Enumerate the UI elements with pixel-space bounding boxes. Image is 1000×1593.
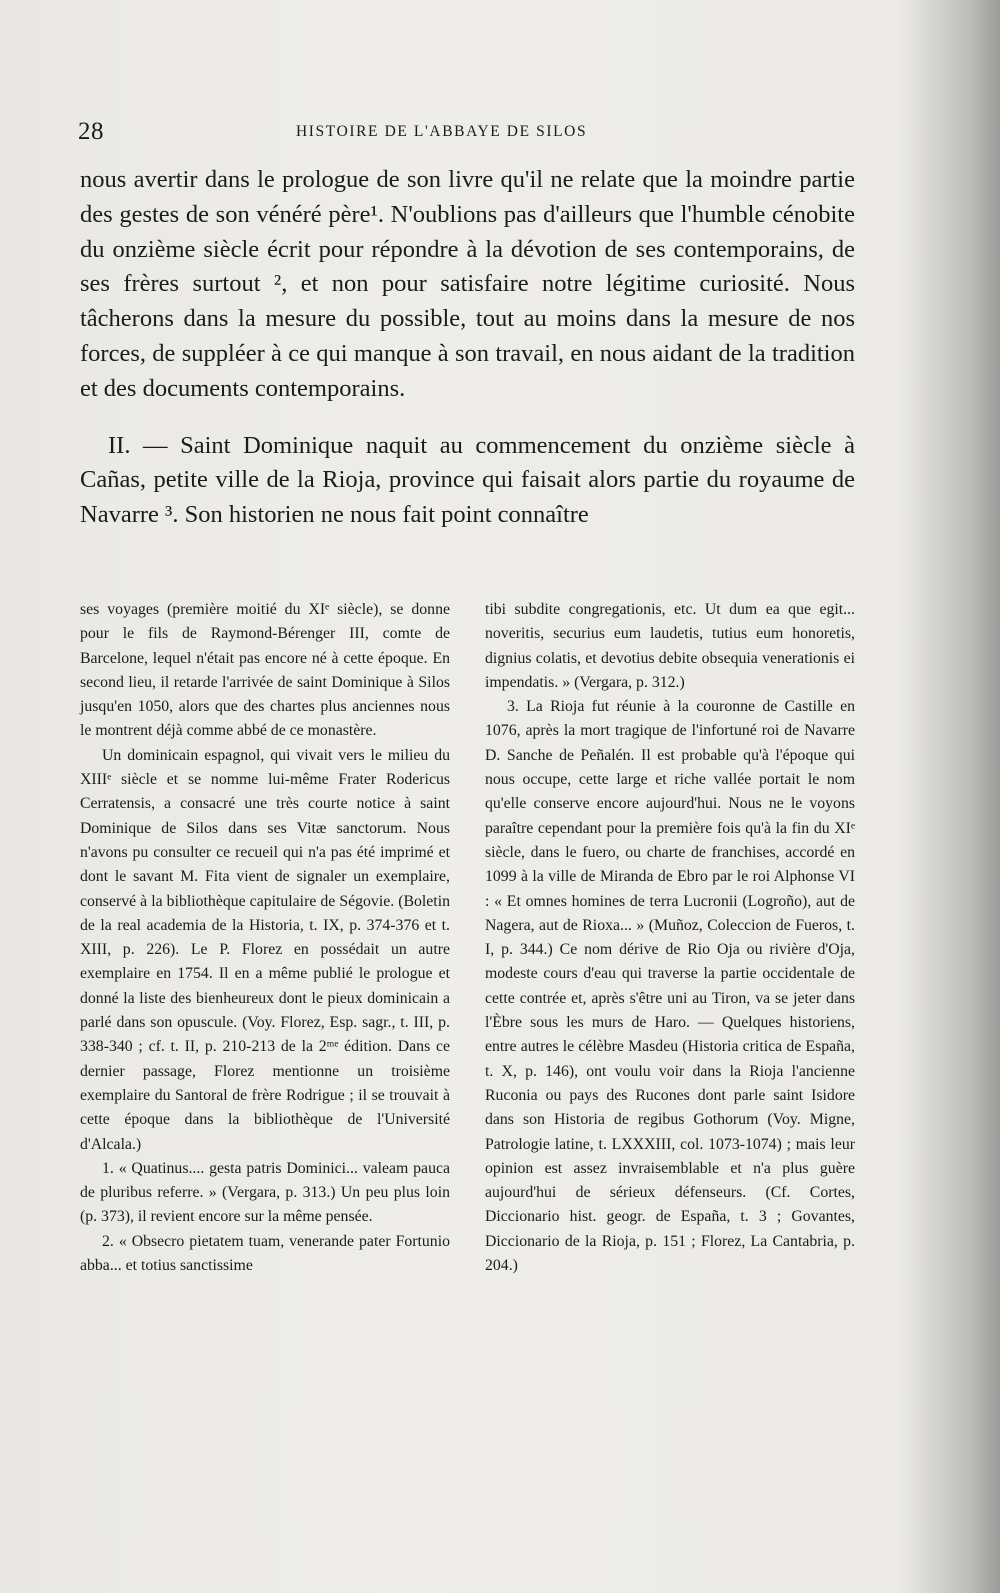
- body-paragraph-2: II. — Saint Dominique naquit au commencement du onzième siècle à Cañas, petite ville de la Rioja, province qui faisait alors partie du royaume de Navarre ³. Son historien ne nous fait point connaître: [80, 431, 855, 529]
- body-paragraph-1: nous avertir dans le prologue de son livre qu'il ne relate que la moindre partie des gestes de son vénéré père¹. N'oublions pas d'ailleurs que l'humble cénobite du onzième siècle écrit pour répondre à la dévotion de ses contemporains, de ses frères surtout ², et non pour satisfaire notre légitime curiosité. Nous tâcherons dans la mesure du possible, tout au moins dans la mesure de nos forces, de suppléer à ce qui manque à son travail, en nous aidant de la tradition et des documents contemporains.: [80, 166, 855, 402]
- footnote-2: 2. « Obsecro pietatem tuam, venerande pater Fortunio abba... et totius sanctissime: [80, 1232, 450, 1275]
- footnote-continuation: ses voyages (première moitié du XIᵉ siècle), se donne pour le fils de Raymond-Bérenger III, comte de Barcelone, lequel n'était pas encore né à cette époque. En second lieu, il retarde l'arrivée de saint Dominique à Silos jusqu'en 1050, alors que des chartes plus anciennes nous le montrent déjà comme abbé de ce monastère.: [80, 601, 450, 740]
- page-number: 28: [78, 118, 104, 145]
- footnotes: [80, 598, 855, 1278]
- running-head: [78, 118, 858, 148]
- footnote-1: 1. « Quatinus.... gesta patris Dominici... valeam pauca de pluribus referre. » (Vergara, p. 313.) Un peu plus loin (p. 373), il revient encore sur la même pensée.: [80, 1159, 450, 1226]
- running-title: HISTOIRE DE L'ABBAYE DE SILOS: [296, 123, 588, 140]
- main-text: [80, 163, 855, 533]
- footnote-2-continuation: tibi subdite congregationis, etc. Ut dum ea que egit... noveritis, securius eum laudetis, tutius eum honoretis, dignius colatis, et devotius debite obsequia venerationis ei impendatis. » (Vergara, p. 312.): [485, 601, 855, 691]
- footnote-column-right: [485, 598, 855, 1278]
- footnote-3: 3. La Rioja fut réunie à la couronne de Castille en 1076, après la mort tragique de l'infortuné roi de Navarre D. Sanche de Peñalén. Il est probable qu'à l'époque qui nous occupe, cette large et riche vallée portait le nom qu'elle conserve encore aujourd'hui. Nous ne le voyons paraître cependant pour la première fois qu'à la fin du XIᵉ siècle, dans le fuero, ou charte de franchises, accordé en 1099 à la ville de Miranda de Ebro par le roi Alphonse VI : « Et omnes homines de terra Lucronii (Logroño), aut de Nagera, aut de Rioxa... » (Muñoz, Coleccion de Fueros, t. I, p. 344.) Ce nom dérive de Rio Oja ou rivière d'Oja, modeste cours d'eau qui traverse la partie occidentale de cette contrée et, après s'être uni au Tiron, va se jeter dans l'Èbre sous les murs de Haro. — Quelques historiens, entre autres le célèbre Masdeu (Historia critica de España, t. X, p. 146), ont voulu voir dans la Rioja l'ancienne Ruconia ou pays des Rucones dont parle saint Isidore dans son Historia de regibus Gothorum (Voy. Migne, Patrologie latine, t. LXXXIII, col. 1073-1074) ; mais leur opinion est assez invraisemblable et n'a plus guère aujourd'hui de sérieux défenseurs. (Cf. Cortes, Diccionario hist. geogr. de España, t. 3 ; Govantes, Diccionario de la Rioja, p. 151 ; Florez, La Cantabria, p. 204.): [485, 698, 855, 1275]
- footnote-paragraph: Un dominicain espagnol, qui vivait vers le milieu du XIIIᵉ siècle et se nomme lui-même Frater Rodericus Cerratensis, a consacré une très courte notice à saint Dominique de Silos dans ses Vitæ sanctorum. Nous n'avons pu consulter ce recueil qui n'a pas été imprimé et dont le savant M. Fita vient de signaler un exemplaire, conservé à la bibliothèque capitulaire de Ségovie. (Boletin de la real academia de la Historia, t. IX, p. 374-376 et t. XIII, p. 226). Le P. Florez en possédait un autre exemplaire en 1754. Il en a même publié le prologue et donné la liste des bienheureux dont le pieux dominicain a parlé dans son opuscule. (Voy. Florez, Esp. sagr., t. III, p. 338-340 ; cf. t. II, p. 210-213 de la 2ᵐᵉ édition. Dans ce dernier passage, Florez mentionne un troisième exemplaire du Santoral de frère Rodrigue ; il se trouvait à cette époque dans la bibliothèque de l'Université d'Alcala.): [80, 746, 450, 1153]
- footnote-column-left: [80, 598, 450, 1278]
